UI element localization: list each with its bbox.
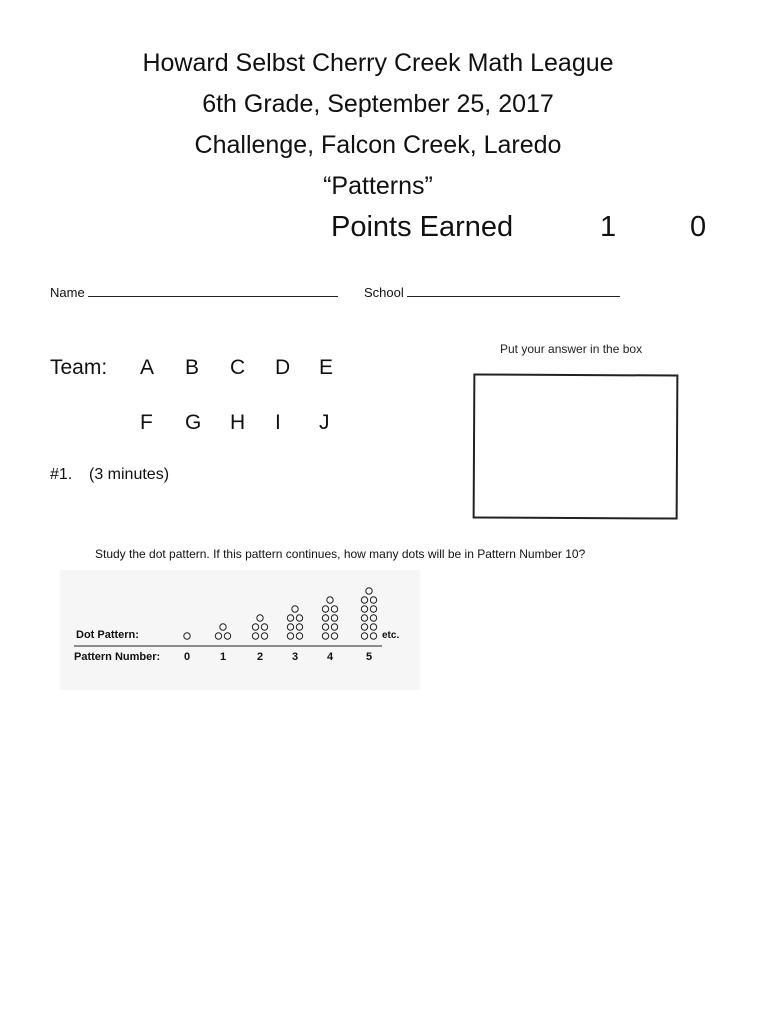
- pattern-number-label: 5: [365, 651, 373, 663]
- pattern-number-label: 3: [291, 651, 299, 663]
- team-option-c[interactable]: C: [230, 356, 246, 379]
- title-schools: Challenge, Falcon Creek, Laredo: [194, 131, 562, 159]
- pattern-number-label: 0: [183, 651, 191, 663]
- title-league: Howard Selbst Cherry Creek Math League: [142, 49, 614, 77]
- pattern-number-label: 2: [256, 651, 264, 663]
- points-value-1: 1: [600, 211, 617, 243]
- name-field[interactable]: [50, 283, 338, 301]
- question-time: (3 minutes): [89, 466, 170, 483]
- team-option-b[interactable]: B: [185, 356, 200, 379]
- team-option-a[interactable]: A: [140, 356, 155, 379]
- question-prompt: Study the dot pattern. If this pattern continues, how many dots will be in Pattern Number 10?: [95, 547, 586, 561]
- etc-label: etc.: [382, 630, 400, 641]
- points-value-2: 0: [690, 211, 707, 243]
- pattern-number-label: 4: [326, 651, 334, 663]
- answer-box[interactable]: [473, 373, 679, 519]
- team-option-h[interactable]: H: [230, 411, 246, 434]
- school-line[interactable]: [407, 283, 620, 297]
- team-option-e[interactable]: E: [319, 356, 334, 379]
- pattern-number-row-label: Pattern Number:: [74, 651, 161, 663]
- title-topic: “Patterns”: [323, 172, 433, 200]
- team-option-g[interactable]: G: [185, 411, 202, 434]
- question-number: #1.: [50, 466, 73, 483]
- title-grade-date: 6th Grade, September 25, 2017: [202, 90, 554, 118]
- dot-pattern-figure: [60, 570, 420, 690]
- points-earned-label: Points Earned: [331, 211, 514, 243]
- pattern-number-label: 1: [219, 651, 227, 663]
- team-label: Team:: [50, 356, 108, 379]
- team-option-d[interactable]: D: [275, 356, 291, 379]
- answer-instruction: Put your answer in the box: [500, 342, 643, 356]
- team-option-i[interactable]: I: [275, 411, 281, 434]
- school-field[interactable]: [364, 283, 620, 301]
- team-option-f[interactable]: F: [140, 411, 153, 434]
- name-label: Name: [50, 285, 85, 300]
- team-option-j[interactable]: J: [319, 411, 330, 434]
- dot-pattern-row-label: Dot Pattern:: [76, 629, 139, 641]
- school-label: School: [364, 285, 404, 300]
- name-line[interactable]: [88, 283, 338, 297]
